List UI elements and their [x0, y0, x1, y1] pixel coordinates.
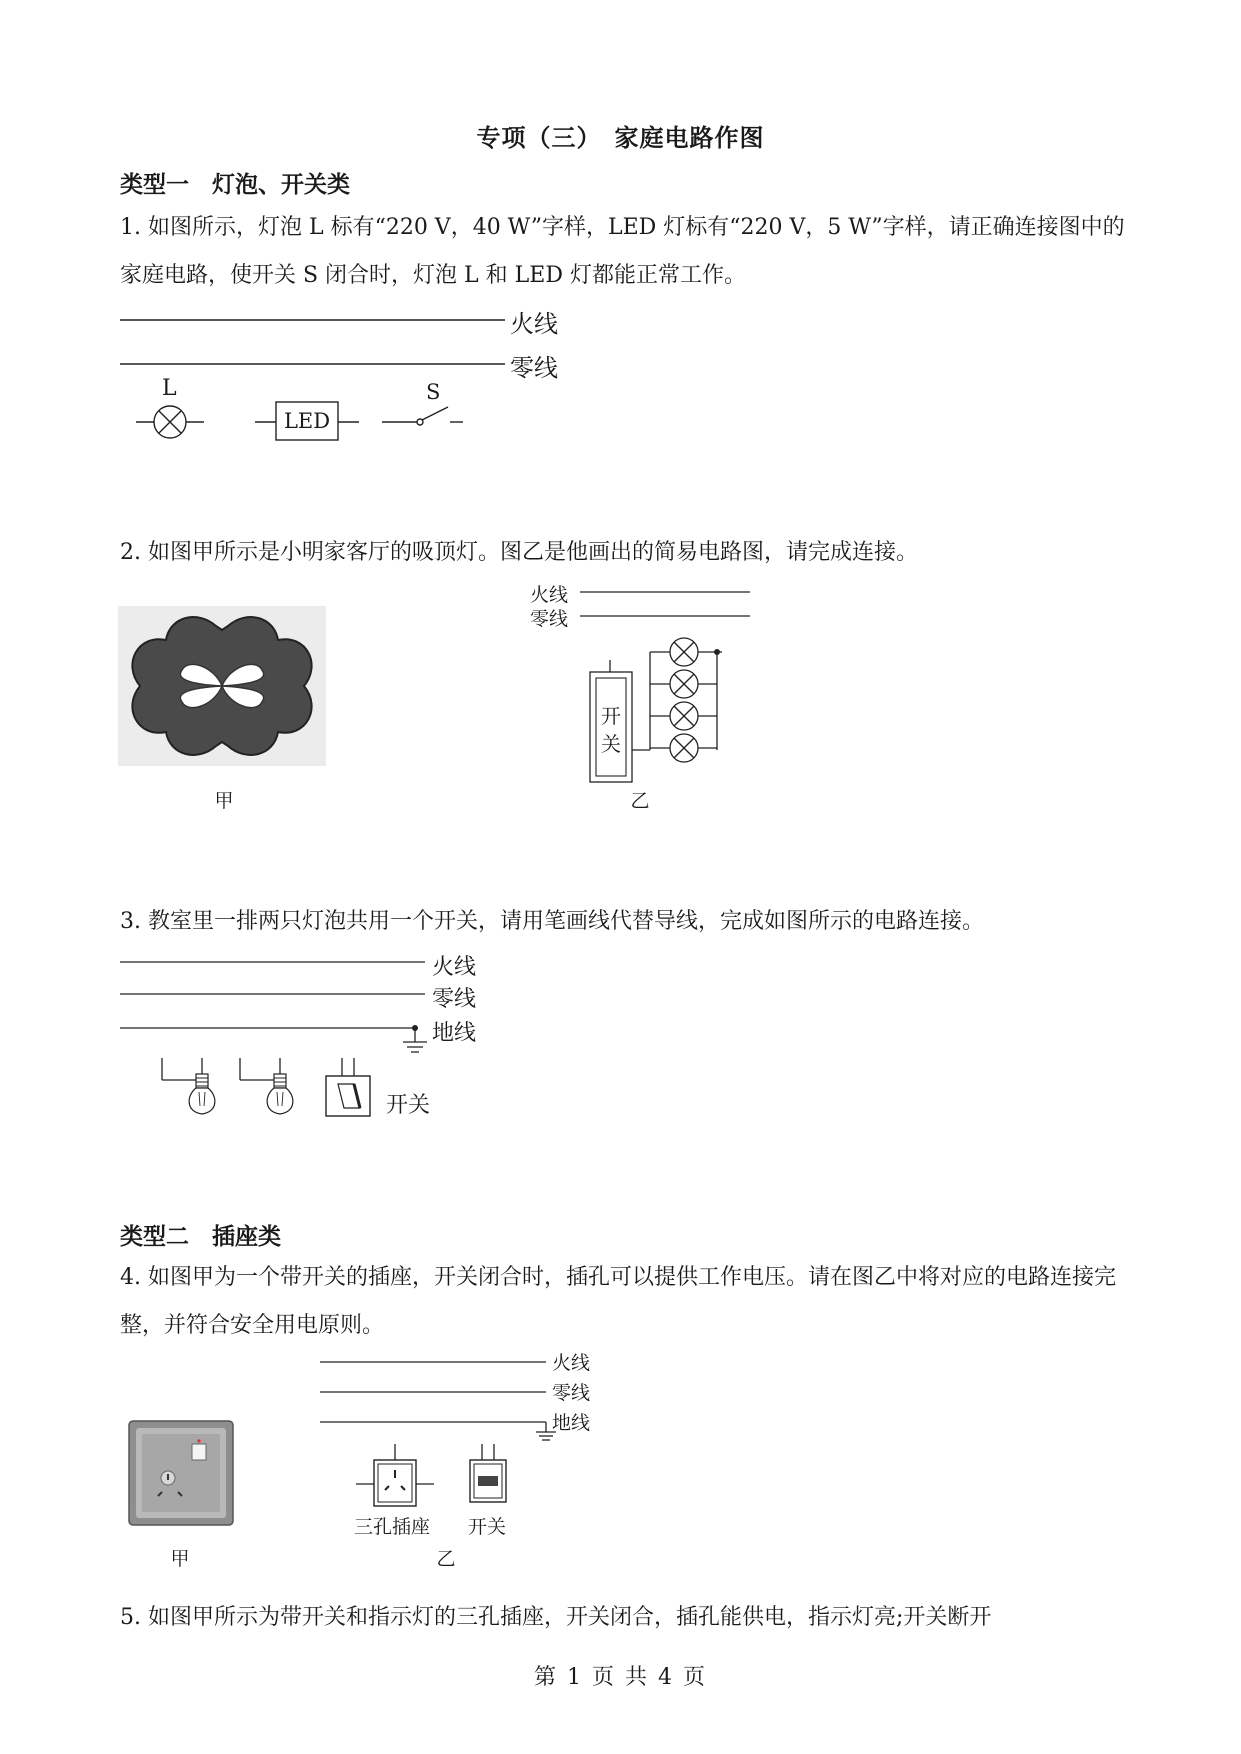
q2-switch-char-1: 开 [601, 704, 621, 728]
question-2-diagram [530, 572, 770, 812]
switch-s-symbol [382, 407, 463, 425]
q4-live-label: 火线 [552, 1352, 591, 1374]
question-3-text: 3. 教室里一排两只灯泡共用一个开关，请用笔画线代替导线，完成如图所示的电路连接。 [120, 909, 984, 934]
question-4-diagram [320, 1348, 620, 1578]
wall-switch-icon [326, 1058, 370, 1116]
question-4-text: 4. 如图甲为一个带开关的插座，开关闭合时，插孔可以提供工作电压。请在图乙中将对应的电路连接完整，并符合安全用电原则。 [120, 1265, 1116, 1338]
q3-switch-label: 开关 [386, 1093, 431, 1118]
q4-ground-label: 地线 [552, 1412, 591, 1434]
switch-socket-svg [128, 1420, 234, 1526]
question-3-diagram [120, 950, 520, 1120]
q4-socket-label: 三孔插座 [354, 1516, 431, 1538]
question-1-diagram [120, 300, 580, 450]
switch-s-label: S [426, 380, 441, 404]
q2-caption-a: 甲 [214, 790, 234, 812]
q2-caption-b: 乙 [630, 790, 650, 812]
section-heading-1: 类型一 灯泡、开关类 [120, 171, 350, 198]
three-hole-socket-symbol [356, 1444, 434, 1506]
bulb-icon-1 [162, 1058, 215, 1114]
page-footer: 第 1 页 共 4 页 [534, 1665, 707, 1690]
page-title: 专项（三） 家庭电路作图 [476, 123, 765, 152]
q4-switch-label: 开关 [468, 1516, 507, 1538]
bulb-l-symbol [136, 406, 204, 438]
q4-caption-a: 甲 [170, 1548, 190, 1570]
lamp-array [650, 638, 717, 762]
q1-neutral-label: 零线 [510, 354, 558, 382]
bulb-l-label: L [162, 376, 177, 401]
socket-switch-symbol [470, 1444, 506, 1502]
led-label: LED [283, 409, 331, 433]
q4-neutral-label: 零线 [552, 1382, 591, 1404]
ceiling-lamp-image [118, 606, 326, 766]
q2-switch-char-2: 关 [601, 732, 621, 756]
ceiling-lamp-svg [118, 606, 326, 766]
ground-icon [403, 1025, 427, 1052]
section-heading-2: 类型二 插座类 [120, 1223, 281, 1250]
q4-caption-b: 乙 [436, 1548, 456, 1570]
switch-socket-image [128, 1420, 234, 1526]
q1-live-label: 火线 [510, 310, 558, 338]
q2-live-label: 火线 [530, 584, 569, 606]
q2-neutral-label: 零线 [530, 608, 569, 630]
question-1-text: 1. 如图所示，灯泡 L 标有“220 V，40 W”字样，LED 灯标有“220 V，5 W”字样，请正确连接图中的家庭电路，使开关 S 闭合时，灯泡 L 和 LED 灯都能正常工作。 [120, 215, 1125, 288]
q3-ground-label: 地线 [432, 1021, 477, 1046]
question-5-text: 5. 如图甲所示为带开关和指示灯的三孔插座，开关闭合，插孔能供电，指示灯亮;开关断开 [120, 1605, 992, 1630]
question-2-text: 2. 如图甲所示是小明家客厅的吸顶灯。图乙是他画出的简易电路图，请完成连接。 [120, 540, 918, 565]
bulb-icon-2 [240, 1058, 293, 1114]
q3-neutral-label: 零线 [432, 987, 477, 1012]
q3-live-label: 火线 [432, 955, 477, 980]
